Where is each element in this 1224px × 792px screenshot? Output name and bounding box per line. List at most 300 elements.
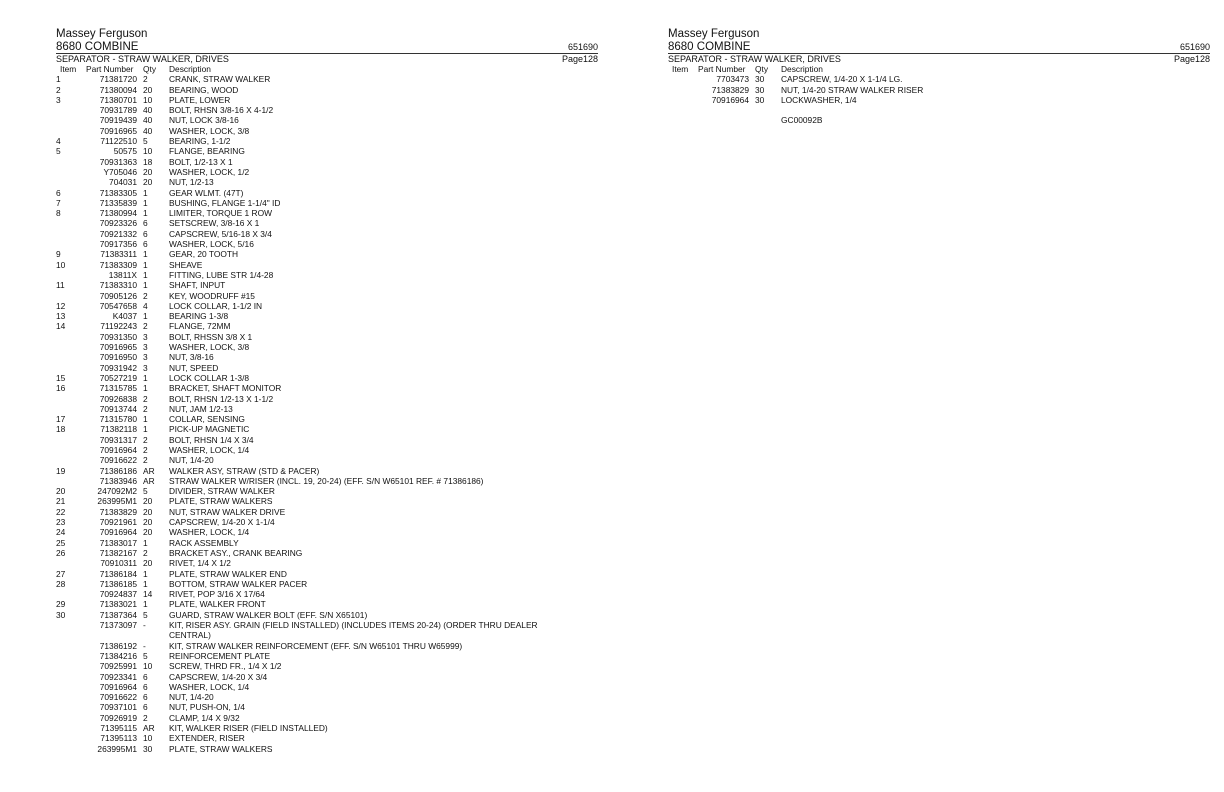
item-number: 13 <box>56 311 66 322</box>
quantity: 2 <box>143 321 148 332</box>
table-row <box>56 713 598 723</box>
table-row <box>56 599 598 609</box>
description: PLATE, WALKER FRONT <box>169 599 266 610</box>
part-number: 70916964 <box>99 681 137 692</box>
quantity: 3 <box>143 331 148 342</box>
description: BRACKET, SHAFT MONITOR <box>169 383 282 394</box>
part-number: 70527219 <box>99 372 137 383</box>
description: BEARING, 1-1/2 <box>169 136 231 147</box>
part-number: 70931942 <box>99 362 137 373</box>
part-number: 71373097 <box>99 620 137 631</box>
table-row <box>56 115 598 125</box>
item-number: 24 <box>56 527 66 538</box>
description: SCREW, THRD FR., 1/4 X 1/2 <box>169 661 282 672</box>
part-number: 70923326 <box>99 218 137 229</box>
description: NUT, JAM 1/2-13 <box>169 403 233 414</box>
quantity: 10 <box>143 146 153 157</box>
quantity: 18 <box>143 156 153 167</box>
table-row <box>56 136 598 146</box>
header-qty: Qty <box>143 64 157 74</box>
quantity: 1 <box>143 311 148 322</box>
parts-list <box>56 74 598 754</box>
item-number: 21 <box>56 496 66 507</box>
model-number: 651690 <box>567 42 598 52</box>
quantity: 2 <box>143 290 148 301</box>
table-row <box>56 74 598 84</box>
quantity: 40 <box>143 105 153 116</box>
description: SHEAVE <box>169 259 203 270</box>
part-number: 71383309 <box>99 259 137 270</box>
part-number: 71395115 <box>100 723 137 733</box>
part-number: 70925991 <box>99 661 137 672</box>
table-row <box>56 527 598 537</box>
part-number: 13811X <box>108 269 137 280</box>
description: BOTTOM, STRAW WALKER PACER <box>169 578 308 589</box>
description: BOLT, RHSN 1/2-13 X 1-1/2 <box>169 393 274 404</box>
quantity: 3 <box>143 352 148 363</box>
item-number: 9 <box>56 249 61 260</box>
quantity: 40 <box>143 125 153 136</box>
item-number: 20 <box>56 486 66 497</box>
item-number: 15 <box>56 372 66 383</box>
quantity: 40 <box>143 115 153 126</box>
description: PLATE, STRAW WALKERS <box>169 496 273 507</box>
description: RIVET, POP 3/16 X 17/64 <box>169 589 265 600</box>
quantity: 4 <box>143 300 148 311</box>
table-row <box>56 424 598 434</box>
description: NUT, PUSH-ON, 1/4 <box>169 702 245 713</box>
item-number: 16 <box>56 383 66 394</box>
quantity: 2 <box>143 434 148 445</box>
item-number: 29 <box>56 599 66 610</box>
section-line <box>668 53 1210 64</box>
table-row <box>56 249 598 259</box>
header-description: Description <box>169 64 211 74</box>
table-row <box>56 682 598 692</box>
description: NUT, LOCK 3/8-16 <box>169 115 239 126</box>
quantity: 20 <box>143 558 153 569</box>
part-number: 71387364 <box>99 609 137 620</box>
description: WASHER, LOCK, 5/16 <box>169 239 254 250</box>
part-number: 71383829 <box>711 84 749 95</box>
part-number: 70916964 <box>99 444 137 455</box>
description: BOLT, RHSSN 3/8 X 1 <box>169 331 253 342</box>
table-row <box>56 517 598 527</box>
table-row <box>56 260 598 270</box>
table-row <box>56 229 598 239</box>
quantity: 6 <box>143 702 148 713</box>
right-page <box>668 28 1210 126</box>
table-row <box>56 466 598 476</box>
item-number: 17 <box>56 414 66 425</box>
table-row <box>56 569 598 579</box>
column-headers <box>56 64 598 74</box>
table-row <box>56 404 598 414</box>
table-row <box>668 85 1210 95</box>
header-description: Description <box>781 64 823 74</box>
quantity: 6 <box>143 681 148 692</box>
table-row <box>56 383 598 393</box>
table-row <box>56 352 598 362</box>
quantity: 1 <box>143 424 148 435</box>
part-number: 70916950 <box>99 352 137 363</box>
header-item: Item <box>672 64 689 74</box>
table-row <box>56 394 598 404</box>
table-row <box>56 548 598 558</box>
part-number: 70926919 <box>99 712 137 723</box>
part-number: 704031 <box>109 177 137 188</box>
table-row <box>56 496 598 506</box>
quantity: AR <box>143 723 155 733</box>
table-row <box>56 332 598 342</box>
table-row <box>56 270 598 280</box>
part-number: 71383017 <box>99 537 137 548</box>
quantity: 10 <box>143 94 153 105</box>
part-number: 50575 <box>113 146 137 157</box>
table-row <box>56 311 598 321</box>
part-number: 70931350 <box>99 331 137 342</box>
table-row <box>56 291 598 301</box>
description: LOCK COLLAR 1-3/8 <box>169 372 250 383</box>
part-number: 247092M2 <box>97 486 137 497</box>
brand-name: Massey Ferguson <box>56 28 148 40</box>
part-number: 71382118 <box>100 424 137 435</box>
table-row <box>56 208 598 218</box>
table-row <box>56 486 598 496</box>
description: LIMITER, TORQUE 1 ROW <box>169 208 272 219</box>
item-number: 18 <box>56 424 66 435</box>
quantity: 1 <box>143 280 148 291</box>
quantity: 6 <box>143 218 148 229</box>
description: WASHER, LOCK, 1/4 <box>169 527 250 538</box>
table-row <box>56 188 598 198</box>
description: KIT, RISER ASY. GRAIN (FIELD INSTALLED) (INCLUDES ITEMS 20-24) (ORDER THRU DEALER CENTRAL) <box>169 620 538 641</box>
table-row <box>56 507 598 517</box>
part-number: 70921961 <box>99 517 137 528</box>
description: EXTENDER, RISER <box>169 733 245 744</box>
quantity: 2 <box>143 403 148 414</box>
description: FLANGE, 72MM <box>169 321 231 332</box>
description: DIVIDER, STRAW WALKER <box>169 486 275 497</box>
quantity: AR <box>143 465 155 476</box>
quantity: 20 <box>143 177 153 188</box>
quantity: 10 <box>143 733 153 744</box>
part-number: 71382167 <box>99 547 137 558</box>
part-number: 71315785 <box>99 383 137 394</box>
quantity: 5 <box>143 486 148 497</box>
table-row <box>56 157 598 167</box>
table-row <box>56 733 598 743</box>
description: SHAFT, INPUT <box>169 280 226 291</box>
part-number: Y705046 <box>103 166 137 177</box>
description: NUT, SPEED <box>169 362 219 373</box>
description: WASHER, LOCK, 1/2 <box>169 166 250 177</box>
quantity: 30 <box>143 743 153 754</box>
description: NUT, 1/2-13 <box>169 177 214 188</box>
description: PLATE, STRAW WALKERS <box>169 743 273 754</box>
section-title: SEPARATOR - STRAW WALKER, DRIVES <box>668 54 841 64</box>
part-number: 70916622 <box>99 455 137 466</box>
part-number: 70923341 <box>99 671 137 682</box>
description: BEARING, WOOD <box>169 84 239 95</box>
table-row <box>56 610 598 620</box>
table-row <box>56 301 598 311</box>
page-number: Page128 <box>1173 54 1210 64</box>
part-number: 70916964 <box>711 94 749 105</box>
part-number: 71383305 <box>99 187 137 198</box>
description: LOCK COLLAR, 1-1/2 IN <box>169 300 263 311</box>
description: PICK-UP MAGNETIC <box>169 424 250 435</box>
description: WASHER, LOCK, 1/4 <box>169 681 250 692</box>
description: NUT, 1/4-20 <box>169 692 214 703</box>
description: WALKER ASY, STRAW (STD & PACER) <box>169 465 320 476</box>
quantity: 30 <box>755 84 765 95</box>
description: BUSHING, FLANGE 1-1/4" ID <box>169 197 281 208</box>
table-row <box>56 723 598 733</box>
part-number: 71315780 <box>99 414 137 425</box>
header-item: Item <box>60 64 77 74</box>
quantity: 2 <box>143 455 148 466</box>
item-number: 14 <box>56 321 66 332</box>
description: WASHER, LOCK, 3/8 <box>169 342 250 353</box>
quantity: - <box>143 640 146 651</box>
part-number: 71335839 <box>99 197 137 208</box>
quantity: - <box>143 620 146 631</box>
item-number: 30 <box>56 609 66 620</box>
table-row <box>56 476 598 486</box>
model-line <box>56 41 598 53</box>
part-number: 70916964 <box>99 527 137 538</box>
table-row <box>56 589 598 599</box>
quantity: 30 <box>755 74 765 85</box>
part-number: 70916965 <box>99 342 137 353</box>
table-row <box>56 239 598 249</box>
quantity: 20 <box>143 84 153 95</box>
item-number: 5 <box>56 146 61 157</box>
quantity: 14 <box>143 589 153 600</box>
description: RIVET, 1/4 X 1/2 <box>169 558 231 569</box>
table-row <box>56 661 598 671</box>
part-number: 71380701 <box>99 94 137 105</box>
part-number: 71386186 <box>99 465 137 476</box>
part-number: 7703473 <box>716 74 749 85</box>
table-row <box>56 455 598 465</box>
quantity: 2 <box>143 444 148 455</box>
table-row <box>56 218 598 228</box>
table-row <box>56 280 598 290</box>
description: GUARD, STRAW WALKER BOLT (EFF. S/N X65101) <box>169 609 368 620</box>
quantity: 30 <box>755 94 765 105</box>
quantity: 6 <box>143 671 148 682</box>
quantity: 1 <box>143 383 148 394</box>
section-line <box>56 53 598 64</box>
description: CRANK, STRAW WALKER <box>169 74 271 85</box>
part-number: 70931317 <box>99 434 137 445</box>
part-number: 70905126 <box>99 290 137 301</box>
table-row <box>56 414 598 424</box>
part-number: 70913744 <box>99 403 137 414</box>
quantity: 5 <box>143 650 148 661</box>
part-number: 70926838 <box>99 393 137 404</box>
table-row <box>668 95 1210 105</box>
table-row <box>56 744 598 754</box>
table-row <box>56 672 598 682</box>
quantity: 2 <box>143 712 148 723</box>
quantity: 6 <box>143 228 148 239</box>
description: KEY, WOODRUFF #15 <box>169 290 255 301</box>
part-number: 263995M1 <box>97 743 137 754</box>
item-number: 27 <box>56 568 66 579</box>
quantity: 20 <box>143 527 153 538</box>
model-name: 8680 COMBINE <box>56 41 139 53</box>
part-number: 71383021 <box>99 599 137 610</box>
table-row <box>56 702 598 712</box>
item-number: 19 <box>56 465 66 476</box>
quantity: 1 <box>143 372 148 383</box>
part-number: 70547658 <box>99 300 137 311</box>
part-number: 71122510 <box>100 136 137 147</box>
description: PLATE, LOWER <box>169 94 231 105</box>
table-row <box>56 641 598 651</box>
item-number: 3 <box>56 94 61 105</box>
header-part-number: Part Number <box>86 64 134 74</box>
reference-code-line <box>668 115 1210 125</box>
brand-name: Massey Ferguson <box>668 28 760 40</box>
description: BOLT, 1/2-13 X 1 <box>169 156 233 167</box>
description: CAPSCREW, 5/16-18 X 3/4 <box>169 228 272 239</box>
part-number: 71386185 <box>99 578 137 589</box>
section-title: SEPARATOR - STRAW WALKER, DRIVES <box>56 54 229 64</box>
description: KIT, WALKER RISER (FIELD INSTALLED) <box>169 723 328 733</box>
item-number: 4 <box>56 136 61 147</box>
part-number: 70916965 <box>99 125 137 136</box>
table-row <box>668 74 1210 84</box>
item-number: 1 <box>56 74 61 85</box>
description: BOLT, RHSN 3/8-16 X 4-1/2 <box>169 105 274 116</box>
description: WASHER, LOCK, 1/4 <box>169 444 250 455</box>
description: STRAW WALKER W/RISER (INCL. 19, 20-24) (EFF. S/N W65101 REF. # 71386186) <box>169 475 484 486</box>
item-number: 22 <box>56 506 66 517</box>
quantity: 10 <box>143 661 153 672</box>
table-row <box>56 105 598 115</box>
quantity: AR <box>143 475 155 486</box>
quantity: 20 <box>143 496 153 507</box>
table-row <box>56 167 598 177</box>
quantity: 3 <box>143 362 148 373</box>
part-number: K4037 <box>112 311 137 322</box>
quantity: 1 <box>143 208 148 219</box>
quantity: 1 <box>143 414 148 425</box>
part-number: 71383310 <box>99 280 137 291</box>
item-number: 23 <box>56 517 66 528</box>
description: BOLT, RHSN 1/4 X 3/4 <box>169 434 254 445</box>
table-row <box>56 126 598 136</box>
part-number: 71381720 <box>99 74 137 85</box>
description: FITTING, LUBE STR 1/4-28 <box>169 269 274 280</box>
description: RACK ASSEMBLY <box>169 537 239 548</box>
item-number: 26 <box>56 547 66 558</box>
item-number: 2 <box>56 84 61 95</box>
part-number: 71380094 <box>99 84 137 95</box>
quantity: 3 <box>143 342 148 353</box>
description: KIT, STRAW WALKER REINFORCEMENT (EFF. S/N W65101 THRU W65999) <box>169 640 463 651</box>
column-headers <box>668 64 1210 74</box>
part-number: 70910311 <box>100 558 137 569</box>
table-row <box>56 692 598 702</box>
quantity: 5 <box>143 136 148 147</box>
quantity: 2 <box>143 74 148 85</box>
quantity: 1 <box>143 599 148 610</box>
part-number: 70917356 <box>99 239 137 250</box>
quantity: 20 <box>143 166 153 177</box>
quantity: 1 <box>143 269 148 280</box>
header-part-number: Part Number <box>698 64 746 74</box>
table-row <box>56 579 598 589</box>
model-name: 8680 COMBINE <box>668 41 751 53</box>
item-number: 8 <box>56 208 61 219</box>
table-row <box>56 445 598 455</box>
table-row <box>56 651 598 661</box>
parts-list <box>668 74 1210 105</box>
table-row <box>56 373 598 383</box>
part-number: 71192243 <box>100 321 137 332</box>
item-number: 12 <box>56 300 66 311</box>
model-line <box>668 41 1210 53</box>
description: REINFORCEMENT PLATE <box>169 650 271 661</box>
description: NUT, 1/4-20 STRAW WALKER RISER <box>781 84 924 95</box>
item-number: 7 <box>56 197 61 208</box>
description: BRACKET ASY., CRANK BEARING <box>169 547 303 558</box>
quantity: 5 <box>143 609 148 620</box>
description: WASHER, LOCK, 3/8 <box>169 125 250 136</box>
part-number: 70937101 <box>99 702 137 713</box>
model-number: 651690 <box>1179 42 1210 52</box>
part-number: 70924837 <box>99 589 137 600</box>
quantity: 1 <box>143 187 148 198</box>
part-number: 71383946 <box>99 475 137 486</box>
description: CAPSCREW, 1/4-20 X 3/4 <box>169 671 268 682</box>
quantity: 6 <box>143 692 148 703</box>
table-row <box>56 177 598 187</box>
description: BEARING 1-3/8 <box>169 311 229 322</box>
part-number: 70919439 <box>99 115 137 126</box>
left-page <box>56 28 598 774</box>
description: COLLAR, SENSING <box>169 414 245 425</box>
item-number: 28 <box>56 578 66 589</box>
part-number: 263995M1 <box>97 496 137 507</box>
table-row <box>56 321 598 331</box>
table-row <box>56 95 598 105</box>
description: CAPSCREW, 1/4-20 X 1-1/4 LG. <box>781 74 903 85</box>
description: GEAR WLMT. (47T) <box>169 187 244 198</box>
quantity: 1 <box>143 568 148 579</box>
quantity: 1 <box>143 259 148 270</box>
part-number: 71380994 <box>99 208 137 219</box>
quantity: 1 <box>143 537 148 548</box>
table-row <box>56 558 598 568</box>
quantity: 1 <box>143 249 148 260</box>
part-number: 70931363 <box>99 156 137 167</box>
table-row <box>56 146 598 156</box>
part-number: 70931789 <box>99 105 137 116</box>
item-number: 11 <box>56 280 65 291</box>
quantity: 20 <box>143 506 153 517</box>
description: NUT, STRAW WALKER DRIVE <box>169 506 286 517</box>
item-number: 25 <box>56 537 66 548</box>
part-number: 71383311 <box>100 249 137 260</box>
table-row <box>56 435 598 445</box>
description: SETSCREW, 3/8-16 X 1 <box>169 218 260 229</box>
